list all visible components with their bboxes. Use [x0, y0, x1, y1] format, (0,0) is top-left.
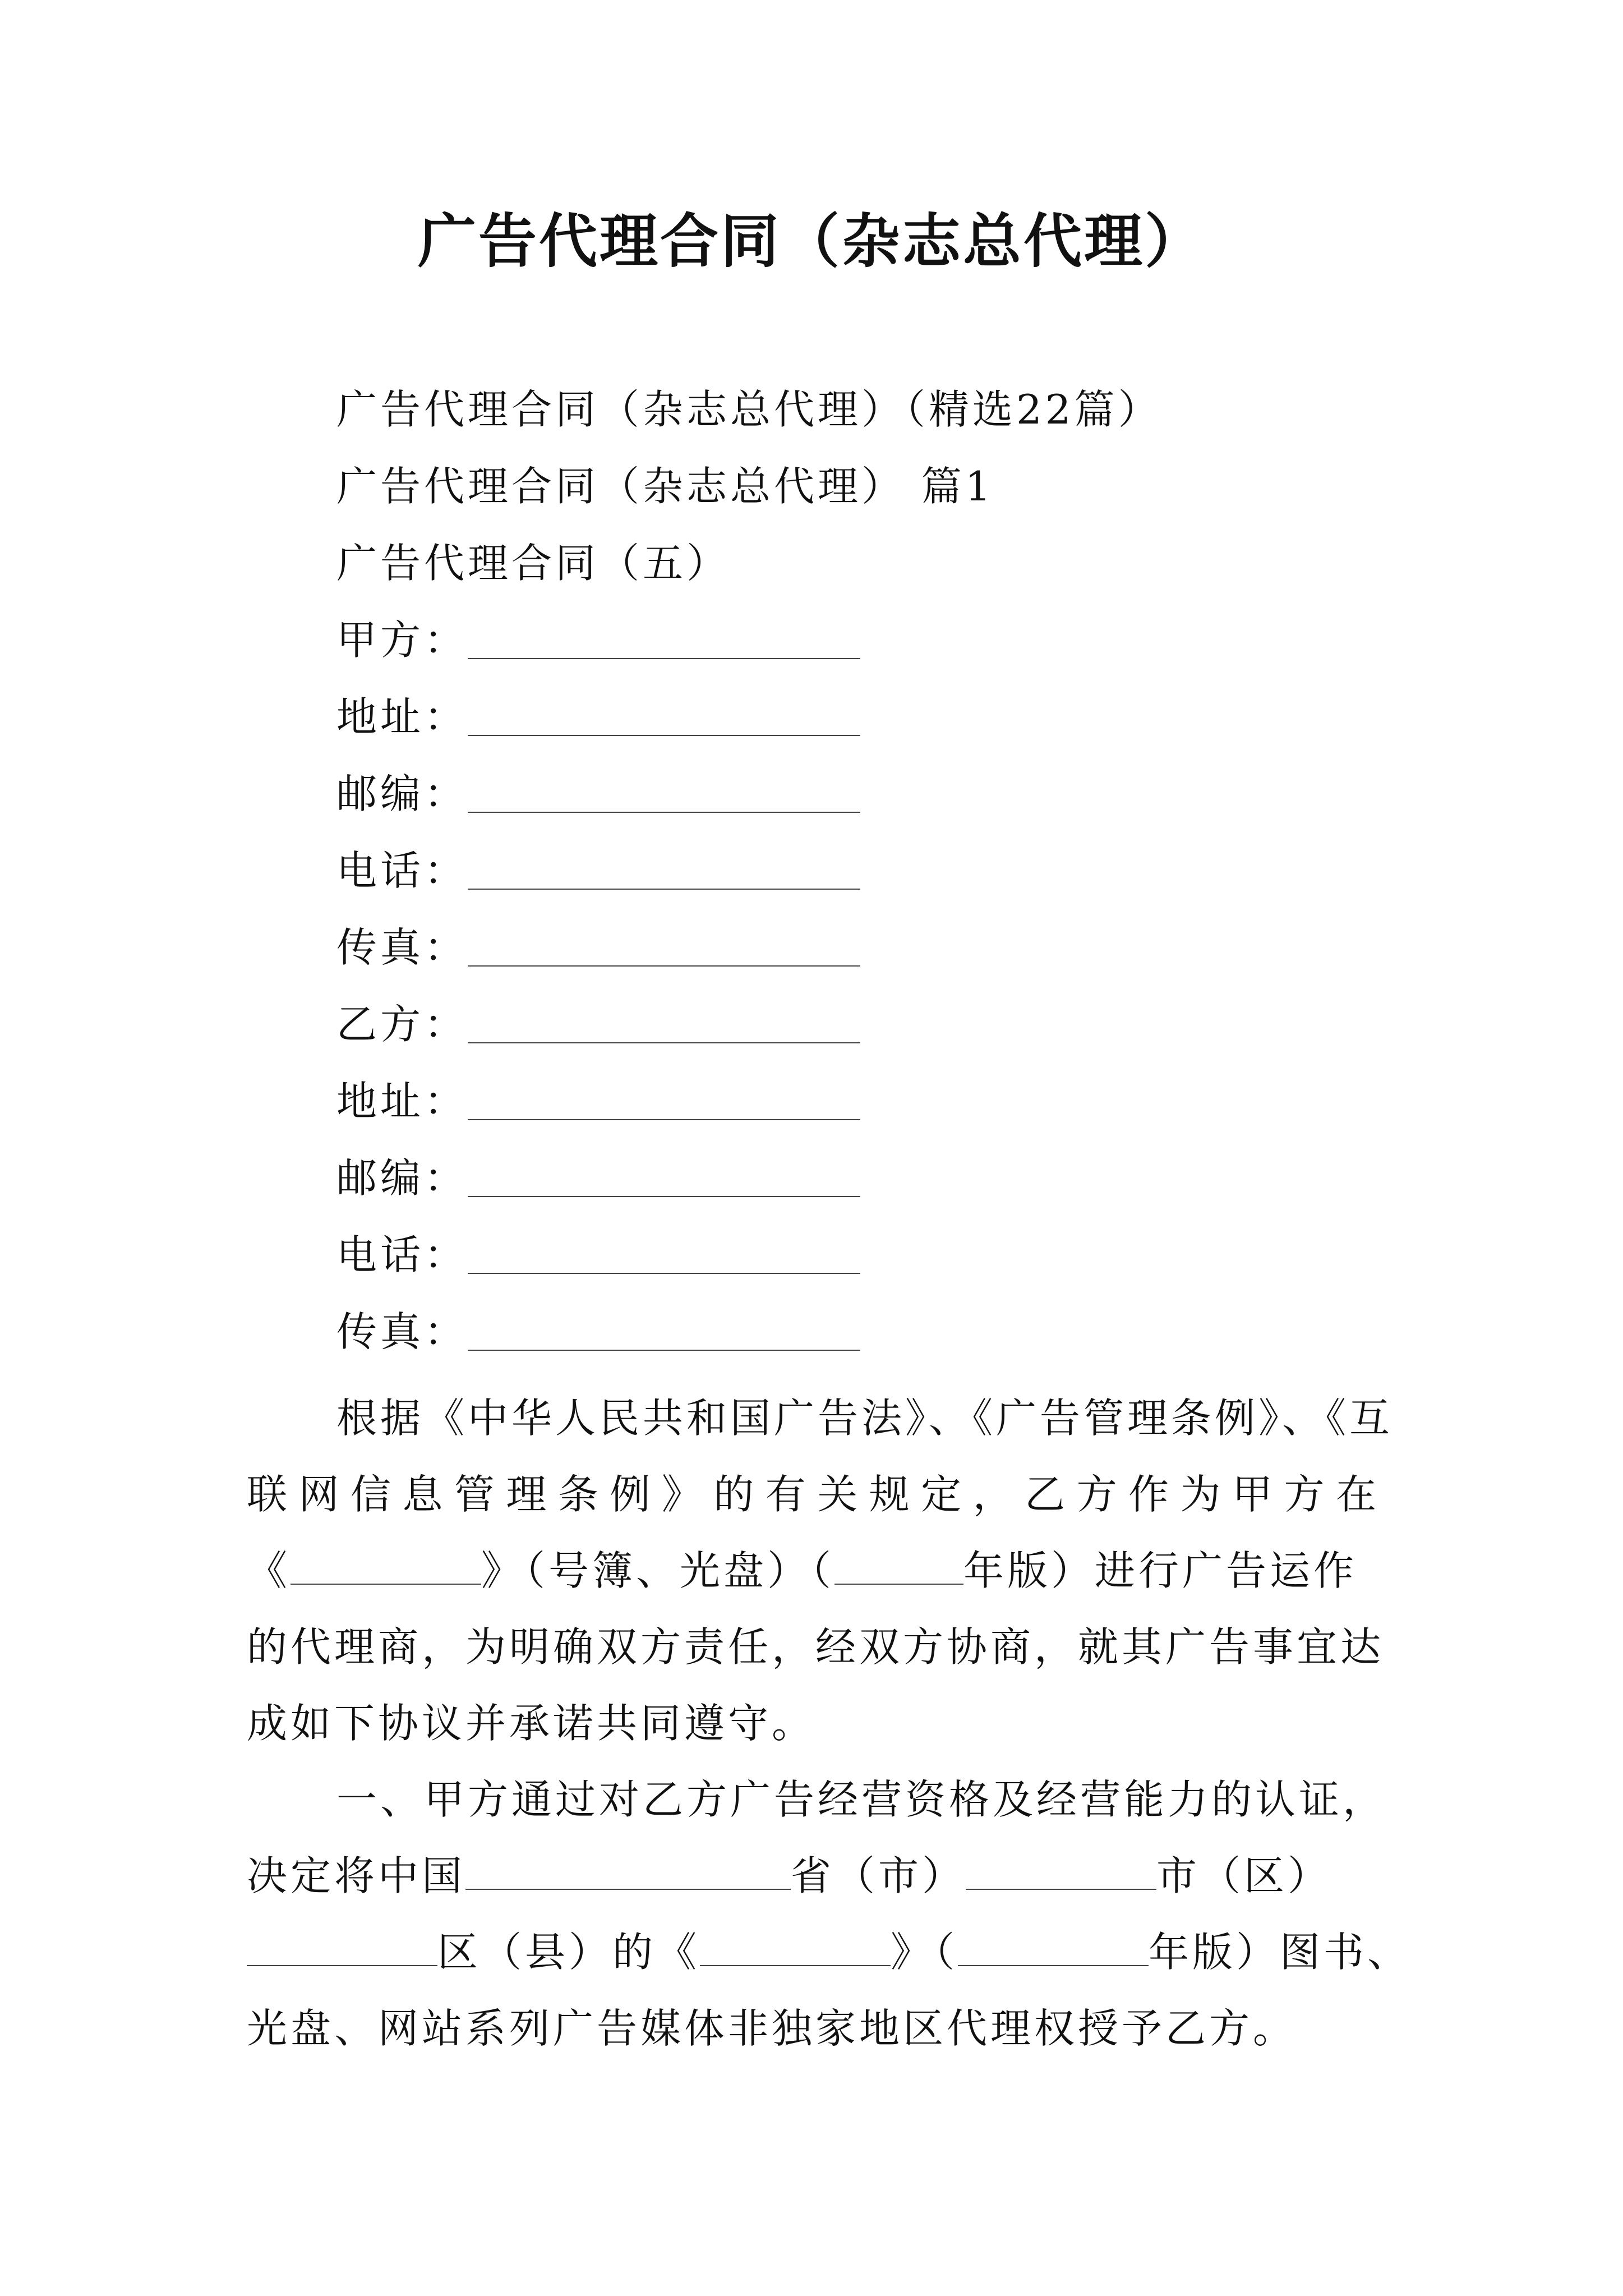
paragraph-line: 成如下协议并承诺共同遵守。: [247, 1700, 816, 1747]
text-fragment: 决定将中国: [247, 1852, 466, 1899]
paragraph-line-with-blanks: [247, 1838, 1380, 1914]
year-blank[interactable]: [834, 1544, 963, 1585]
text-fragment: 区（县）的《: [437, 1929, 700, 1976]
party-b-address-label: 地址：: [336, 1078, 468, 1125]
party-a-fax-row: [336, 919, 860, 976]
party-b-phone-label: 电话：: [336, 1231, 468, 1278]
party-b-name-label: 乙方：: [336, 1001, 468, 1048]
text-fragment: 》（: [891, 1929, 958, 1976]
party-a-phone-row: [336, 843, 860, 899]
party-b-phone-blank[interactable]: [468, 1227, 860, 1274]
party-b-postcode-blank[interactable]: [468, 1150, 860, 1197]
paragraph-clause-one: [247, 1761, 1412, 2067]
paragraph-line: 联网信息管理条例》的有关规定，乙方作为甲方在: [247, 1471, 1380, 1518]
party-a-postcode-blank[interactable]: [468, 766, 860, 813]
party-b-fax-blank[interactable]: [468, 1304, 860, 1351]
party-b-address-blank[interactable]: [468, 1073, 860, 1120]
text-fragment: 年版）图书、: [1149, 1929, 1412, 1976]
party-a-phone-blank[interactable]: [468, 843, 860, 890]
party-a-postcode-label: 邮编：: [336, 770, 468, 817]
party-a-name-blank[interactable]: [468, 612, 860, 659]
party-a-address-row: [336, 689, 860, 745]
party-a-phone-label: 电话：: [336, 847, 468, 894]
party-b-phone-row: [336, 1227, 860, 1283]
paragraph-line: 的代理商，为明确双方责任，经双方协商，就其广告事宜达: [247, 1623, 1385, 1671]
document-title: 广告代理合同（杂志总代理）: [417, 206, 1205, 275]
party-a-address-label: 地址：: [336, 693, 468, 740]
sub-heading: 广告代理合同（五）: [336, 540, 731, 587]
province-blank[interactable]: [465, 1849, 791, 1890]
paragraph-line-with-blanks: [247, 1533, 1380, 1609]
party-b-address-row: [336, 1073, 860, 1129]
party-a-address-blank[interactable]: [468, 689, 860, 736]
text-fragment: 省（市）: [791, 1852, 966, 1899]
text-fragment: 年版）进行广告运作: [963, 1547, 1358, 1594]
text-fragment: 》（号簿、光盘）（: [481, 1547, 835, 1594]
party-b-name-row: [336, 996, 860, 1052]
paragraph-line: 一、甲方通过对乙方广告经营资格及经营能力的认证，: [336, 1776, 1387, 1823]
paragraph-line: 光盘、网站系列广告媒体非独家地区代理权授予乙方。: [247, 2005, 1297, 2052]
party-b-fax-label: 传真：: [336, 1308, 468, 1355]
text-fragment: 《: [247, 1547, 291, 1594]
paragraph-basis: [247, 1380, 1394, 1761]
district-blank[interactable]: [247, 1926, 437, 1966]
paragraph-line-with-blanks: [247, 1914, 1412, 1990]
city-blank[interactable]: [966, 1849, 1156, 1890]
paragraph-line: 根据《中华人民共和国广告法》、《广告管理条例》、《互: [336, 1395, 1394, 1442]
subtitle-line: 广告代理合同（杂志总代理）（精选22篇）: [336, 386, 1162, 433]
party-b-name-blank[interactable]: [468, 996, 860, 1043]
party-a-fax-label: 传真：: [336, 924, 468, 971]
party-a-name-label: 甲方：: [336, 616, 468, 664]
party-a-name-row: [336, 612, 860, 668]
publication-name-blank[interactable]: [700, 1926, 891, 1966]
magazine-name-blank[interactable]: [291, 1544, 481, 1585]
party-a-postcode-row: [336, 766, 860, 822]
party-b-postcode-label: 邮编：: [336, 1154, 468, 1202]
party-b-postcode-row: [336, 1150, 860, 1206]
piece-heading: 广告代理合同（杂志总代理） 篇1: [336, 463, 994, 510]
party-a-fax-blank[interactable]: [468, 919, 860, 967]
edition-year-blank[interactable]: [958, 1926, 1149, 1966]
text-fragment: 市（区）: [1156, 1852, 1332, 1899]
party-b-fax-row: [336, 1304, 860, 1360]
